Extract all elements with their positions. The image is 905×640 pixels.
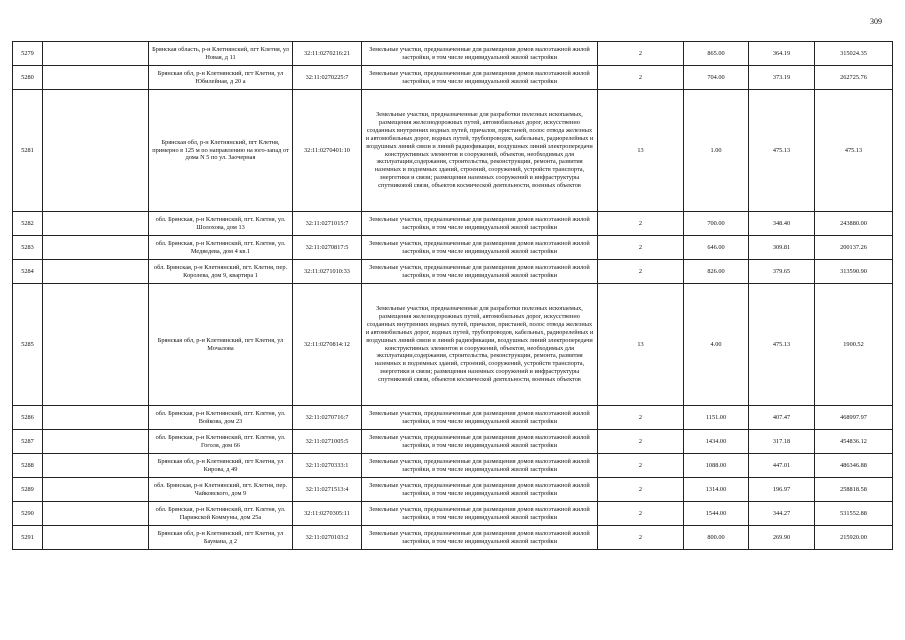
area-cell: 800.00	[684, 526, 749, 550]
land-use-cell: Земельные участки, предназначенные для размещения домов малоэтажной жилой застройки, в том числе индивидуальной жилой застройки	[362, 236, 598, 260]
row-number-cell: 5280	[13, 66, 43, 90]
cadastral-number-cell: 32:11:0270216:21	[293, 42, 362, 66]
address-cell: обл. Брянская, р-н Клетнянский, пгт. Клетня, ул. Медведева, дом 4 кв.1	[149, 236, 293, 260]
row-number-cell: 5288	[13, 454, 43, 478]
empty-cell	[43, 42, 149, 66]
address-cell: обл. Брянская, р-н Клетнянский, пгт. Клетня, пер. Королева, дом 9, квартира 1	[149, 260, 293, 284]
specific-value-cell: 379.65	[749, 260, 815, 284]
land-use-cell: Земельные участки, предназначенные для разработки полезных ископаемых, размещения железнодорожных путей, автомобильных дорог, искусственно созданных внутренних водных путей, причалов, пристаней, полос отвода железных и автомобильных дорог, водных путей, трубопроводов, кабельных, радиорелейных и воздушных линий связи и линий радиофикации, воздушных линий электропередачи конструктивных элементов и сооружений, объектов, необходимых для эксплуатации,содержания, строительства, реконструкции, ремонта, развития наземных и подземных зданий, строений, сооружений, устройств транспорта, энергетики и связи; размещения наземных сооружений и инфраструктуры спутниковой связи, объектов космической деятельности, военных объектов	[362, 90, 598, 212]
use-code-cell: 2	[598, 236, 684, 260]
row-number-cell: 5281	[13, 90, 43, 212]
empty-cell	[43, 406, 149, 430]
specific-value-cell: 196.97	[749, 478, 815, 502]
use-code-cell: 13	[598, 284, 684, 406]
cadastral-number-cell: 32:11:0271015:7	[293, 212, 362, 236]
use-code-cell: 2	[598, 260, 684, 284]
specific-value-cell: 447.01	[749, 454, 815, 478]
table-row	[13, 284, 893, 406]
use-code-cell: 2	[598, 526, 684, 550]
cadastral-value-cell: 215920.00	[815, 526, 893, 550]
cadastral-value-cell: 454836.12	[815, 430, 893, 454]
empty-cell	[43, 478, 149, 502]
specific-value-cell: 269.90	[749, 526, 815, 550]
table-row	[13, 406, 893, 430]
empty-cell	[43, 526, 149, 550]
cadastral-value-cell: 531552.88	[815, 502, 893, 526]
address-cell: Брянская обл, р-н Клетнянский, пгт Клетня, ул Кирова, д 49	[149, 454, 293, 478]
use-code-cell: 2	[598, 502, 684, 526]
table-row	[13, 42, 893, 66]
table-row	[13, 430, 893, 454]
land-use-cell: Земельные участки, предназначенные для размещения домов малоэтажной жилой застройки, в том числе индивидуальной жилой застройки	[362, 478, 598, 502]
area-cell: 646.00	[684, 236, 749, 260]
specific-value-cell: 309.81	[749, 236, 815, 260]
row-number-cell: 5287	[13, 430, 43, 454]
empty-cell	[43, 212, 149, 236]
area-cell: 4.00	[684, 284, 749, 406]
land-use-cell: Земельные участки, предназначенные для размещения домов малоэтажной жилой застройки, в том числе индивидуальной жилой застройки	[362, 430, 598, 454]
address-cell: обл. Брянская, р-н Клетнянский, пгт. Клетня, пер. Чайковского, дом 9	[149, 478, 293, 502]
cadastral-number-cell: 32:11:0271010:33	[293, 260, 362, 284]
address-cell: Брянская область, р-н Клетнянский, пгт Клетня, ул Новая, д 11	[149, 42, 293, 66]
specific-value-cell: 407.47	[749, 406, 815, 430]
cadastral-value-cell: 258818.58	[815, 478, 893, 502]
specific-value-cell: 348.40	[749, 212, 815, 236]
use-code-cell: 2	[598, 478, 684, 502]
land-use-cell: Земельные участки, предназначенные для размещения домов малоэтажной жилой застройки, в том числе индивидуальной жилой застройки	[362, 42, 598, 66]
use-code-cell: 2	[598, 66, 684, 90]
table-row	[13, 212, 893, 236]
land-use-cell: Земельные участки, предназначенные для размещения домов малоэтажной жилой застройки, в том числе индивидуальной жилой застройки	[362, 212, 598, 236]
land-use-cell: Земельные участки, предназначенные для размещения домов малоэтажной жилой застройки, в том числе индивидуальной жилой застройки	[362, 260, 598, 284]
cadastral-number-cell: 32:11:0270716:7	[293, 406, 362, 430]
area-cell: 826.00	[684, 260, 749, 284]
cadastral-value-cell: 262725.76	[815, 66, 893, 90]
use-code-cell: 2	[598, 406, 684, 430]
empty-cell	[43, 236, 149, 260]
row-number-cell: 5291	[13, 526, 43, 550]
table-row	[13, 66, 893, 90]
specific-value-cell: 364.19	[749, 42, 815, 66]
use-code-cell: 2	[598, 42, 684, 66]
row-number-cell: 5285	[13, 284, 43, 406]
area-cell: 1434.00	[684, 430, 749, 454]
address-cell: обл. Брянская, р-н Клетнянский, пгт. Клетня, ул. Войкова, дом 23	[149, 406, 293, 430]
empty-cell	[43, 260, 149, 284]
cadastral-value-cell: 243880.00	[815, 212, 893, 236]
empty-cell	[43, 90, 149, 212]
area-cell: 1088.00	[684, 454, 749, 478]
empty-cell	[43, 454, 149, 478]
row-number-cell: 5282	[13, 212, 43, 236]
specific-value-cell: 475.13	[749, 90, 815, 212]
cadastral-value-cell: 486346.88	[815, 454, 893, 478]
cadastral-number-cell: 32:11:0270401:10	[293, 90, 362, 212]
cadastral-number-cell: 32:11:0271513:4	[293, 478, 362, 502]
cadastral-number-cell: 32:11:0270817:5	[293, 236, 362, 260]
area-cell: 1151.00	[684, 406, 749, 430]
row-number-cell: 5289	[13, 478, 43, 502]
table-row	[13, 260, 893, 284]
cadastral-value-cell: 200137.26	[815, 236, 893, 260]
address-cell: Брянская обл, р-н Клетнянский, пгт Клетня, ул Юбилейная, д 20 а	[149, 66, 293, 90]
land-use-cell: Земельные участки, предназначенные для размещения домов малоэтажной жилой застройки, в том числе индивидуальной жилой застройки	[362, 502, 598, 526]
use-code-cell: 2	[598, 430, 684, 454]
cadastral-number-cell: 32:11:0270103:2	[293, 526, 362, 550]
area-cell: 1.00	[684, 90, 749, 212]
address-cell: обл. Брянская, р-н Клетнянский, пгт. Клетня, ул. Парижской Коммуны, дом 25а	[149, 502, 293, 526]
area-cell: 865.00	[684, 42, 749, 66]
table-row	[13, 502, 893, 526]
land-use-cell: Земельные участки, предназначенные для размещения домов малоэтажной жилой застройки, в том числе индивидуальной жилой застройки	[362, 526, 598, 550]
cadastral-value-cell: 468997.97	[815, 406, 893, 430]
table-row	[13, 526, 893, 550]
land-use-cell: Земельные участки, предназначенные для размещения домов малоэтажной жилой застройки, в том числе индивидуальной жилой застройки	[362, 454, 598, 478]
cadastral-number-cell: 32:11:0271005:5	[293, 430, 362, 454]
cadastral-value-cell: 315024.35	[815, 42, 893, 66]
specific-value-cell: 475.13	[749, 284, 815, 406]
address-cell: обл. Брянская, р-н Клетнянский, пгт. Клетня, ул. Гоголя, дом 66	[149, 430, 293, 454]
land-use-cell: Земельные участки, предназначенные для размещения домов малоэтажной жилой застройки, в том числе индивидуальной жилой застройки	[362, 66, 598, 90]
table-row	[13, 454, 893, 478]
specific-value-cell: 344.27	[749, 502, 815, 526]
row-number-cell: 5284	[13, 260, 43, 284]
address-cell: обл. Брянская, р-н Клетнянский, пгт. Клетня, ул. Шолохова, дом 13	[149, 212, 293, 236]
table-row	[13, 90, 893, 212]
address-cell: Брянская обл, р-н Клетнянский, пгт Клетня, ул Мочалова	[149, 284, 293, 406]
cadastral-value-cell: 475.13	[815, 90, 893, 212]
cadastral-number-cell: 32:11:0270333:1	[293, 454, 362, 478]
cadastral-number-cell: 32:11:0270225:7	[293, 66, 362, 90]
area-cell: 1544.00	[684, 502, 749, 526]
cadastral-number-cell: 32:11:0270305:11	[293, 502, 362, 526]
row-number-cell: 5290	[13, 502, 43, 526]
land-use-cell: Земельные участки, предназначенные для разработки полезных ископаемых, размещения железнодорожных путей, автомобильных дорог, искусственно созданных внутренних водных путей, причалов, пристаней, полос отвода железных и автомобильных дорог, водных путей, трубопроводов, кабельных, радиорелейных и воздушных линий связи и линий радиофикации, воздушных линий электропередачи конструктивных элементов и сооружений, объектов, необходимых для эксплуатации,содержания, строительства, реконструкции, ремонта, развития наземных и подземных зданий, строений, сооружений, устройств транспорта, энергетики и связи; размещения наземных сооружений и инфраструктуры спутниковой связи, объектов космической деятельности, военных объектов	[362, 284, 598, 406]
use-code-cell: 2	[598, 454, 684, 478]
empty-cell	[43, 284, 149, 406]
empty-cell	[43, 430, 149, 454]
table-row	[13, 236, 893, 260]
cadastral-value-table	[12, 41, 893, 550]
use-code-cell: 2	[598, 212, 684, 236]
land-use-cell: Земельные участки, предназначенные для размещения домов малоэтажной жилой застройки, в том числе индивидуальной жилой застройки	[362, 406, 598, 430]
table-row	[13, 478, 893, 502]
use-code-cell: 13	[598, 90, 684, 212]
cadastral-value-cell: 1900.52	[815, 284, 893, 406]
specific-value-cell: 373.19	[749, 66, 815, 90]
area-cell: 1314.00	[684, 478, 749, 502]
cadastral-value-cell: 313590.90	[815, 260, 893, 284]
row-number-cell: 5283	[13, 236, 43, 260]
address-cell: Брянская обл, р-н Клетнянский, пгт Клетня, примерно в 125 м по направлению на юго-запад от дома N 5 по ул. Заочерная	[149, 90, 293, 212]
area-cell: 704.00	[684, 66, 749, 90]
table-body	[13, 42, 893, 550]
specific-value-cell: 317.18	[749, 430, 815, 454]
address-cell: Брянская обл, р-н Клетнянский, пгт Клетня, ул Баумана, д 2	[149, 526, 293, 550]
area-cell: 700.00	[684, 212, 749, 236]
cadastral-number-cell: 32:11:0270814:12	[293, 284, 362, 406]
row-number-cell: 5279	[13, 42, 43, 66]
empty-cell	[43, 502, 149, 526]
row-number-cell: 5286	[13, 406, 43, 430]
page-number: 309	[870, 17, 882, 26]
empty-cell	[43, 66, 149, 90]
